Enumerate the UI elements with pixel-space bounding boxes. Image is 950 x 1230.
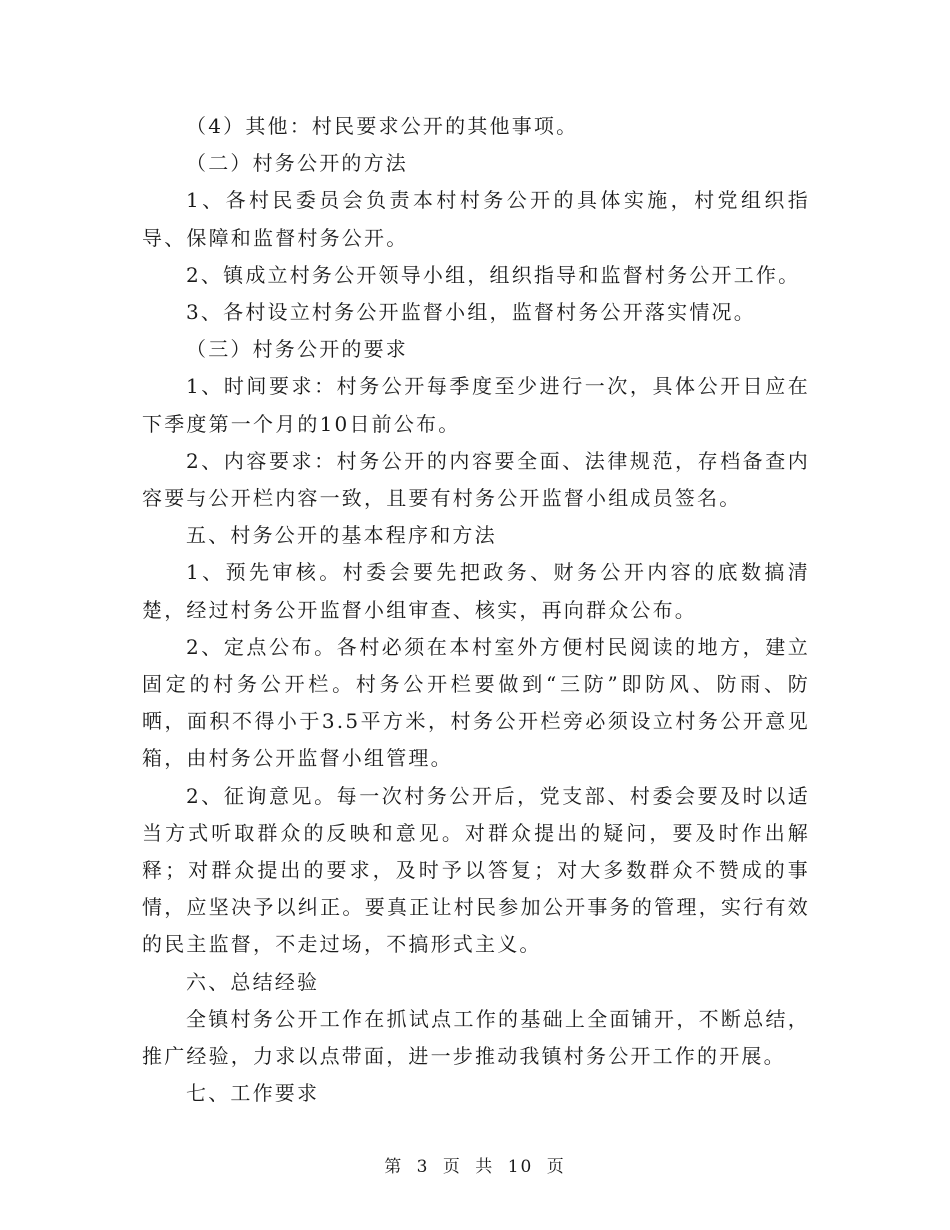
paragraph: 全镇村务公开工作在抓试点工作的基础上全面铺开，不断总结，推广经验，力求以点带面，进一步推动我镇村务公开工作的开展。 xyxy=(142,1006,810,1069)
paragraph: 2、定点公布。各村必须在本村室外方便村民阅读的地方，建立固定的村务公开栏。村务公开栏要做到“三防”即防风、防雨、防晒，面积不得小于3.5平方米，村务公开栏旁必须设立村务公开意见箱，由村务公开监督小组管理。 xyxy=(142,634,810,771)
paragraph: 2、内容要求：村务公开的内容要全面、法律规范，存档备查内容要与公开栏内容一致，且要有村务公开监督小组成员签名。 xyxy=(142,448,810,511)
section-heading: 七、工作要求 xyxy=(186,1081,320,1106)
paragraph: 1、预先审核。村委会要先把政务、财务公开内容的底数搞清楚，经过村务公开监督小组审查、核实，再向群众公布。 xyxy=(142,560,810,622)
document-body xyxy=(142,108,810,1112)
paragraph: 1、时间要求：村务公开每季度至少进行一次，具体公开日应在下季度第一个月的10日前公布。 xyxy=(142,374,810,436)
paragraph: 1、各村民委员会负责本村村务公开的具体实施，村党组织指导、保障和监督村务公开。 xyxy=(142,188,810,250)
paragraph: 3、各村设立村务公开监督小组，监督村务公开落实情况。 xyxy=(186,300,756,325)
section-heading: （三）村务公开的要求 xyxy=(186,337,408,362)
section-heading: 六、总结经验 xyxy=(186,969,320,994)
section-heading: （二）村务公开的方法 xyxy=(186,151,408,176)
section-heading: 五、村务公开的基本程序和方法 xyxy=(186,523,497,548)
page-number-footer: 第 3 页 共 10 页 xyxy=(384,1157,566,1177)
paragraph: 2、镇成立村务公开领导小组，组织指导和监督村务公开工作。 xyxy=(186,262,801,287)
paragraph: （4）其他：村民要求公开的其他事项。 xyxy=(186,114,579,138)
paragraph: 2、征询意见。每一次村务公开后，党支部、村委会要及时以适当方式听取群众的反映和意见。对群众提出的疑问，要及时作出解释；对群众提出的要求，及时予以答复；对大多数群众不赞成的事情，应坚决予以纠正。要真正让村民参加公开事务的管理，实行有效的民主监督，不走过场，不搞形式主义。 xyxy=(142,783,810,957)
